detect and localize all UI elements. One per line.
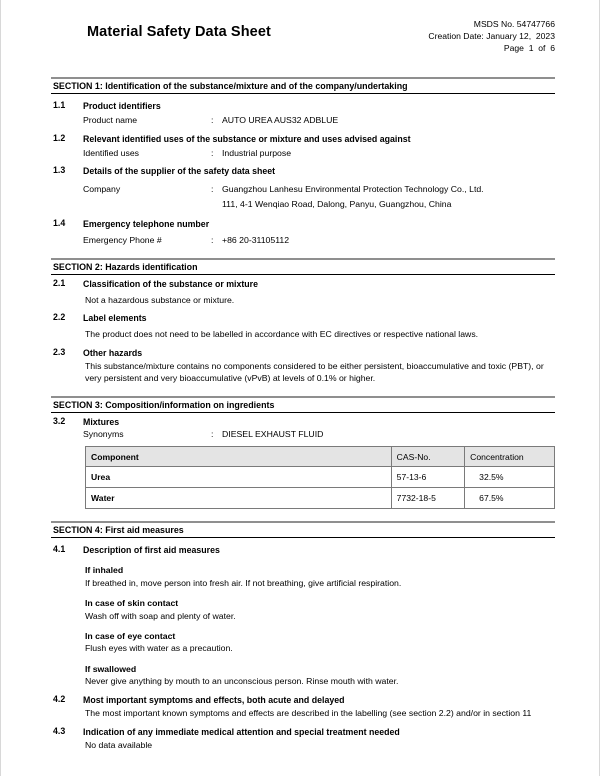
item-2-2-heading: Label elements [83,313,147,324]
item-2-2 [51,312,555,324]
measure-title-inhaled: If inhaled [85,565,124,576]
item-2-1-text: Not a hazardous substance or mixture. [85,294,235,305]
cell-component: Water [86,488,392,509]
measure-text-swallowed: Never give anything by mouth to an unconscious person. Rinse mouth with water. [85,676,399,687]
colon: : [211,147,214,158]
item-2-1-number: 2.1 [53,277,66,288]
product-name-label: Product name [83,115,138,125]
item-2-2-number: 2.2 [53,312,66,323]
column-header-concentration: Concentration [465,447,555,467]
synonyms-value: DIESEL EXHAUST FLUID [222,428,324,439]
item-4-2-heading: Most important symptoms and effects, both acute and delayed [83,694,345,705]
colon: : [211,235,214,245]
cell-cas: 7732-18-5 [391,488,465,509]
creation-date: Creation Date: January 12, 2023 [428,31,555,42]
item-1-2 [51,133,555,160]
measure-text-inhaled: If breathed in, move person into fresh air. If not breathing, give artificial respiration. [85,577,402,588]
item-1-2-heading: Relevant identified uses of the substance or mixture and uses advised against [83,133,411,144]
emergency-phone-value: +86 20-31105112 [222,235,290,245]
section-3-header: SECTION 3: Composition/information on ingredients [51,396,555,413]
item-4-1-heading: Description of first aid measures [83,545,220,556]
company-address-value: 111, 4-1 Wenqiao Road, Dalong, Panyu, Guangzhou, China [222,198,452,209]
measure-title-swallowed: If swallowed [85,664,137,675]
composition-table-head [86,447,555,467]
item-2-1 [51,278,555,290]
composition-table [85,446,555,509]
item-4-3-heading: Indication of any immediate medical attention and special treatment needed [83,726,400,737]
document-content [51,0,555,751]
document-meta [428,18,555,55]
item-4-1-number: 4.1 [53,544,66,555]
item-4-3-number: 4.3 [53,725,66,736]
cell-concentration: 67.5% [465,488,555,509]
item-1-3-heading: Details of the supplier of the safety data sheet [83,166,276,176]
company-pair [83,183,555,196]
item-1-4-heading: Emergency telephone number [83,219,210,229]
document-header [51,0,555,66]
measure-text-eye-contact: Flush eyes with water as a precaution. [85,643,233,654]
item-1-1-number: 1.1 [53,100,66,110]
company-label: Company [83,184,121,194]
synonyms-pair [83,428,555,441]
table-header-row [86,447,555,467]
identified-uses-label: Identified uses [83,147,140,158]
item-1-4-number: 1.4 [53,218,66,228]
item-3-2-number: 3.2 [53,415,66,426]
item-4-2-text: The most important known symptoms and effects are described in the labelling (see section 2.2) and/or in section 11 [85,707,532,718]
measure-title-eye-contact: In case of eye contact [85,631,176,642]
company-name-value: Guangzhou Lanhesu Environmental Protection Technology Co., Ltd. [222,184,484,194]
measure-text-skin-contact: Wash off with soap and plenty of water. [85,610,236,621]
item-2-2-text: The product does not need to be labelled in accordance with EC directives or respective national laws. [85,329,479,340]
item-2-3-heading: Other hazards [83,347,143,358]
cell-cas: 57-13-6 [391,467,465,488]
measure-title-skin-contact: In case of skin contact [85,598,179,609]
section-4-header: SECTION 4: First aid measures [51,521,555,538]
item-1-1 [51,100,555,127]
emergency-phone-label: Emergency Phone # [83,235,162,245]
item-2-3 [51,347,555,359]
identified-uses-value: Industrial purpose [222,147,292,158]
composition-table-wrapper [85,446,555,509]
column-header-cas: CAS-No. [391,447,465,467]
item-2-1-heading: Classification of the substance or mixture [83,278,259,289]
company-address-pair [83,198,555,211]
item-4-1 [51,544,555,556]
section-1-header: SECTION 1: Identification of the substance/mixture and of the company/undertaking [51,77,555,94]
item-3-2-heading: Mixtures [83,416,120,427]
item-1-1-heading: Product identifiers [83,101,161,111]
table-row [86,467,555,488]
column-header-component: Component [86,447,392,467]
cell-component: Urea [86,467,392,488]
item-2-3-text: This substance/mixture contains no components considered to be either persistent, bioaccumulative and toxic (PBT), or very persistent and very bioaccumulative (vPvB) at levels of 0.1% or higher. [85,360,544,384]
synonyms-label: Synonyms [83,428,124,439]
product-name-pair [83,114,555,127]
item-1-3 [51,165,555,210]
page-number: Page 1 of 6 [503,43,555,54]
msds-number: MSDS No. 54747766 [473,19,555,29]
item-4-2-number: 4.2 [53,693,66,704]
table-row [86,488,555,509]
item-3-2 [51,416,555,441]
colon: : [211,428,214,439]
item-2-3-number: 2.3 [53,346,66,357]
item-1-4 [51,218,555,247]
item-1-3-number: 1.3 [53,165,66,175]
section-2-header: SECTION 2: Hazards identification [51,258,555,275]
cell-concentration: 32.5% [465,467,555,488]
composition-table-body [86,467,555,509]
item-1-2-number: 1.2 [53,132,66,143]
colon: : [211,184,214,194]
item-4-2 [51,694,555,706]
item-4-3-text: No data available [85,739,153,750]
page-title: Material Safety Data Sheet [87,24,271,40]
emergency-phone-pair [83,234,555,247]
colon: : [211,115,214,125]
item-4-3 [51,726,555,738]
product-name-value: AUTO UREA AUS32 ADBLUE [222,115,339,125]
identified-uses-pair [83,147,555,160]
